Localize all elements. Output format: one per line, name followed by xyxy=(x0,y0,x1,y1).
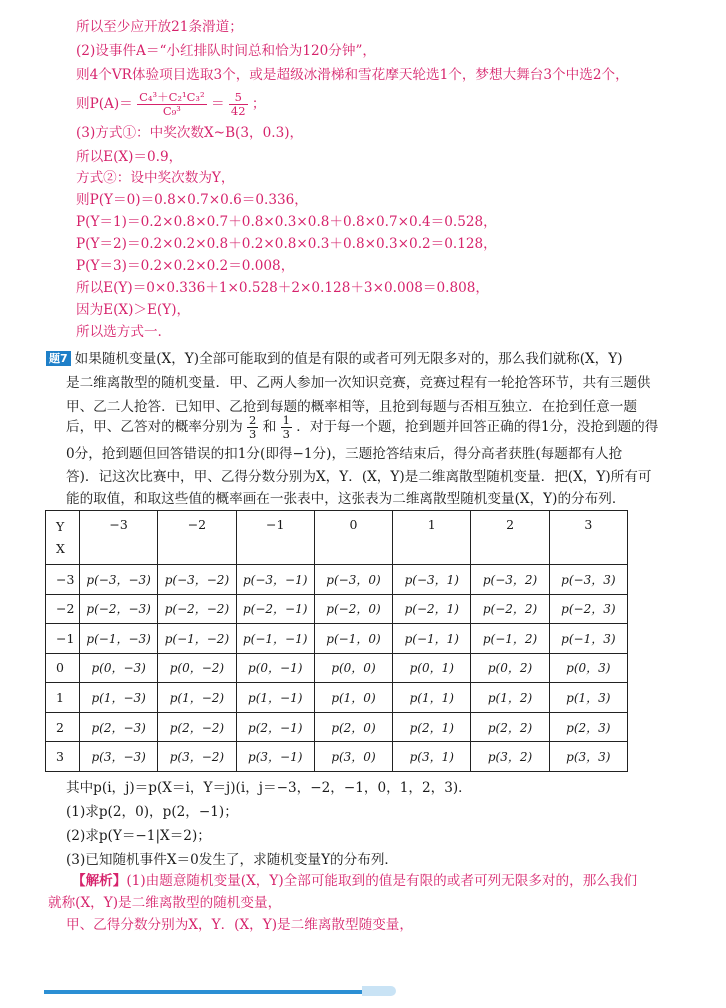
table-cell: p(1，−1) xyxy=(236,683,314,713)
table-cell: p(−2，−2) xyxy=(158,594,236,624)
table-cell: p(−2，1) xyxy=(393,594,471,624)
table-row xyxy=(46,712,628,742)
table-cell: p(0，2) xyxy=(471,653,549,683)
table-row xyxy=(46,594,628,624)
table-cell: p(0，1) xyxy=(393,653,471,683)
solution-line: P(Y＝2)＝0.2×0.2×0.8＋0.2×0.8×0.3＋0.8×0.3×0.2＝0.128， xyxy=(76,236,497,252)
solution-line: (2)设事件A＝“小红排队时间总和恰为120分钟”， xyxy=(76,43,377,59)
distribution-table xyxy=(45,510,628,772)
solution-line: 则P(Y＝0)＝0.8×0.7×0.6＝0.336， xyxy=(76,192,308,208)
problem-line xyxy=(46,349,623,369)
table-cell: p(2，−1) xyxy=(236,712,314,742)
column-header: 3 xyxy=(549,511,627,565)
table-cell: p(−3，3) xyxy=(549,565,627,595)
table-cell: p(−2，−3) xyxy=(80,594,158,624)
table-cell: p(1，2) xyxy=(471,683,549,713)
question-2: (2)求p(Y＝−1|X＝2)； xyxy=(66,828,211,844)
table-cell: p(0，−3) xyxy=(80,653,158,683)
fraction-one-third xyxy=(281,414,292,441)
formula-equals: ＝ xyxy=(210,96,225,112)
question-1: (1)求p(2，0)，p(2，−1)； xyxy=(66,804,238,820)
table-cell: p(−2，2) xyxy=(471,594,549,624)
table-cell: p(2，−2) xyxy=(158,712,236,742)
table-row xyxy=(46,742,628,772)
table-cell: p(−1，−3) xyxy=(80,624,158,654)
table-row xyxy=(46,624,628,654)
table-cell: p(2，−3) xyxy=(80,712,158,742)
table-cell: p(3，3) xyxy=(549,742,627,772)
table-cell: p(1，0) xyxy=(314,683,392,713)
problem-line: 能的取值，和取这些值的概率画在一张表中，这张表为二维离散型随机变量(X，Y)的分布列． xyxy=(66,491,626,507)
table-cell: p(−1，3) xyxy=(549,624,627,654)
table-row xyxy=(46,565,628,595)
formula-result xyxy=(229,91,248,118)
probability-formula xyxy=(76,89,265,119)
result-numerator: 5 xyxy=(229,91,248,105)
solution-line: (3)方式①：中奖次数X~B(3，0.3)， xyxy=(76,125,304,141)
solution-line: 所以至少应开放21条滑道； xyxy=(76,19,243,35)
table-cell: p(−1，0) xyxy=(314,624,392,654)
table-cell: p(−2，−1) xyxy=(236,594,314,624)
table-cell: p(0，0) xyxy=(314,653,392,683)
formula-prefix: 则P(A)＝ xyxy=(76,96,133,112)
table-cell: p(2，2) xyxy=(471,712,549,742)
table-cell: p(2，0) xyxy=(314,712,392,742)
solution-line: 所以E(Y)＝0×0.336＋1×0.528＋2×0.128＋3×0.008＝0.808， xyxy=(76,280,489,296)
table-cell: p(−3，−2) xyxy=(158,565,236,595)
table-cell: p(−1，−2) xyxy=(158,624,236,654)
row-header: 2 xyxy=(46,712,80,742)
column-header: −2 xyxy=(158,511,236,565)
table-cell: p(0，3) xyxy=(549,653,627,683)
fraction-numerator: 2 xyxy=(249,413,257,427)
table-note: 其中p(i，j)＝p(X＝i，Y＝j)(i，j＝−3，−2，−1，0，1，2，3)． xyxy=(66,780,472,796)
table-cell: p(0，−1) xyxy=(236,653,314,683)
table-cell: p(−2，3) xyxy=(549,594,627,624)
problem-badge: 题7 xyxy=(46,351,71,366)
corner-x-label: X xyxy=(56,540,65,556)
problem-text: 如果随机变量(X，Y)全部可能取到的值是有限的或者可列无限多对的，那么我们就称(X，Y) xyxy=(74,351,623,367)
problem-line: 0分，抢到题但回答错误的扣1分(即得−1分)，三题抢答结束后，得分高者获胜(每题都有人抢 xyxy=(66,446,623,462)
footer-bar xyxy=(44,990,366,994)
row-header: 1 xyxy=(46,683,80,713)
fraction-two-thirds xyxy=(247,414,258,441)
solution-line: 因为E(X)＞E(Y)， xyxy=(76,302,191,318)
analysis-line: 就称(X，Y)是二维离散型的随机变量， xyxy=(48,895,282,911)
problem-line: 答)．记这次比赛中，甲、乙得分数分别为X，Y．(X，Y)是二维离散型随机变量．把(X，Y)所有可 xyxy=(66,469,652,485)
solution-line: 所以E(X)＝0.9， xyxy=(76,149,183,165)
footer-bar-tail xyxy=(362,986,396,996)
table-cell: p(−3，1) xyxy=(393,565,471,595)
result-denominator: 42 xyxy=(230,104,246,118)
table-row xyxy=(46,683,628,713)
table-cell: p(2，1) xyxy=(393,712,471,742)
table-cell: p(−3，−1) xyxy=(236,565,314,595)
fraction-numerator: 1 xyxy=(282,413,290,427)
analysis-text: (1)由题意随机变量(X，Y)全部可能取到的值是有限的或者可列无限多对的，那么我们 xyxy=(126,873,638,889)
problem-text: ．对于每一个题，抢到题并回答正确的得1分，没抢到题的得 xyxy=(296,419,659,435)
table-header-row xyxy=(46,511,628,565)
table-cell: p(−2，0) xyxy=(314,594,392,624)
solution-line: P(Y＝3)＝0.2×0.2×0.2＝0.008， xyxy=(76,258,295,274)
analysis-tag: 【解析】 xyxy=(72,873,127,889)
row-header: −1 xyxy=(46,624,80,654)
table-cell: p(1，1) xyxy=(393,683,471,713)
table-corner xyxy=(46,511,80,565)
table-row xyxy=(46,653,628,683)
table-cell: p(0，−2) xyxy=(158,653,236,683)
table-cell: p(−3，0) xyxy=(314,565,392,595)
corner-y-label: Y xyxy=(56,518,65,534)
formula-numerator: C₄³＋C₂¹C₃² xyxy=(139,90,205,104)
column-header: −1 xyxy=(236,511,314,565)
table-cell: p(3，0) xyxy=(314,742,392,772)
problem-line: 甲、乙二人抢答．已知甲、乙抢到每题的概率相等，且抢到每题与否相互独立．在抢到任意一题 xyxy=(66,399,637,415)
fraction-denominator: 3 xyxy=(282,427,290,441)
table-cell: p(−3，2) xyxy=(471,565,549,595)
analysis-line: 甲、乙得分数分别为X，Y．(X，Y)是二维离散型随变量， xyxy=(66,917,413,933)
solution-line: P(Y＝1)＝0.2×0.8×0.7＋0.8×0.3×0.8＋0.8×0.7×0.4＝0.528， xyxy=(76,214,497,230)
problem-text: 后，甲、乙答对的概率分别为 xyxy=(66,419,243,435)
analysis-line xyxy=(72,871,637,891)
table-cell: p(−1，2) xyxy=(471,624,549,654)
row-header: −2 xyxy=(46,594,80,624)
table-cell: p(−3，−3) xyxy=(80,565,158,595)
table-cell: p(2，3) xyxy=(549,712,627,742)
table-cell: p(3，2) xyxy=(471,742,549,772)
table-cell: p(−1，1) xyxy=(393,624,471,654)
column-header: 1 xyxy=(393,511,471,565)
table-cell: p(3，−2) xyxy=(158,742,236,772)
problem-line: 是二维离散型的随机变量．甲、乙两人参加一次知识竞赛，竞赛过程有一轮抢答环节，共有三题供 xyxy=(66,375,651,391)
problem-line-fractions xyxy=(66,412,658,442)
row-header: 0 xyxy=(46,653,80,683)
row-header: −3 xyxy=(46,565,80,595)
table-cell: p(3，−3) xyxy=(80,742,158,772)
table-cell: p(−1，−1) xyxy=(236,624,314,654)
solution-line: 方式②：设中奖次数为Y， xyxy=(76,170,235,186)
column-header: 0 xyxy=(314,511,392,565)
table-cell: p(3，−1) xyxy=(236,742,314,772)
column-header: 2 xyxy=(471,511,549,565)
table-cell: p(1，−2) xyxy=(158,683,236,713)
problem-text: 和 xyxy=(262,419,277,435)
solution-line: 则4个VR体验项目选取3个，或是超级冰滑梯和雪花摩天轮选1个，梦想大舞台3个中选2个， xyxy=(76,67,629,83)
formula-fraction xyxy=(137,91,207,118)
column-header: −3 xyxy=(80,511,158,565)
solution-line: 所以选方式一. xyxy=(76,324,162,340)
table-cell: p(1，3) xyxy=(549,683,627,713)
formula-denominator: C₉³ xyxy=(162,104,181,118)
table-cell: p(1，−3) xyxy=(80,683,158,713)
row-header: 3 xyxy=(46,742,80,772)
table-cell: p(3，1) xyxy=(393,742,471,772)
fraction-denominator: 3 xyxy=(249,427,257,441)
question-3: (3)已知随机事件X＝0发生了，求随机变量Y的分布列． xyxy=(66,852,399,868)
formula-end: ； xyxy=(251,96,266,112)
